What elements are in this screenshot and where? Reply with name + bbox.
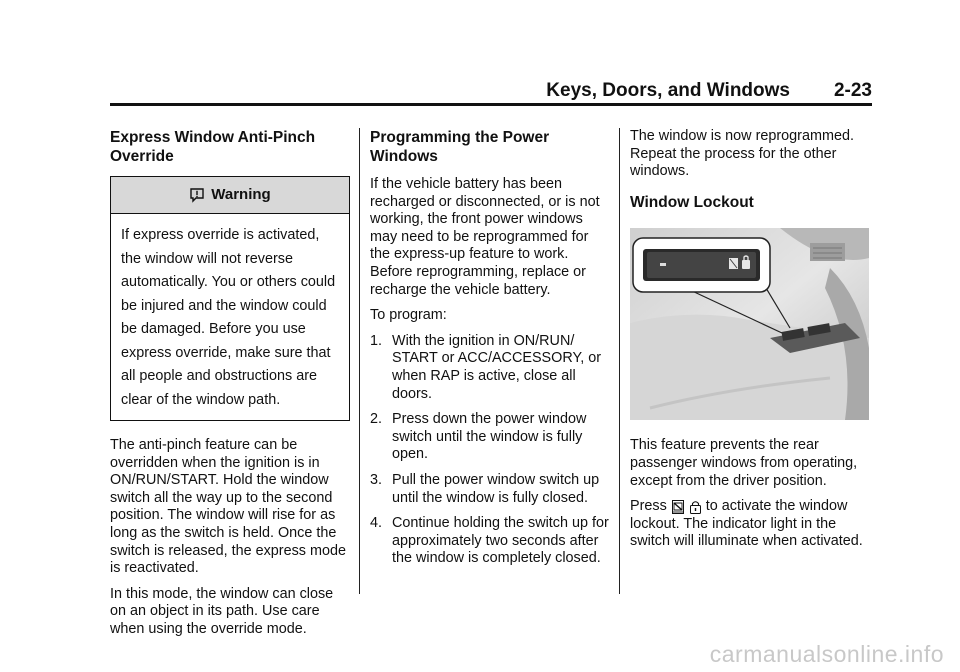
warning-title: Warning — [211, 186, 271, 204]
paragraph: The anti-pinch feature can be overridden when the ignition is in ON/RUN/START. Hold the window switch all the way up to the second position. The window will rise for as long as the switch is held. Once the switch is released, the express mode is reactivated. — [110, 437, 346, 577]
list-item: 3. Pull the power window switch up until the window is fully closed. — [370, 471, 600, 506]
column-divider — [619, 128, 620, 594]
window-lockout-switch-illustration — [630, 228, 869, 420]
column-2 — [370, 128, 610, 576]
paragraph: To program: — [370, 307, 447, 324]
lock-icon — [690, 500, 701, 514]
list-item: 4. Continue holding the switch up for approximately two seconds after the window is completely closed. — [370, 515, 609, 567]
paragraph-press-lockout — [630, 498, 872, 551]
press-prefix: Press — [630, 498, 667, 515]
warning-icon — [189, 187, 205, 203]
list-item: 2. Press down the power window switch until the window is fully open. — [370, 411, 587, 463]
header-rule — [110, 103, 872, 106]
warning-body: If express override is activated, the window will not reverse automatically. You or others could be injured and the window could be damaged. Before you use express override, make sure that all people and obstructions are clear of the window path. — [121, 227, 336, 408]
section-title: Keys, Doors, and Windows — [546, 80, 790, 101]
programming-steps — [370, 333, 610, 568]
heading-programming-power-windows: Programming the Power Windows — [370, 129, 550, 165]
warning-header — [111, 177, 349, 214]
column-3 — [630, 128, 872, 559]
press-suffix: to activate the window lockout. The indicator light in the switch will illuminate when activated. — [630, 498, 863, 550]
header-bar — [110, 80, 872, 104]
window-lockout-icon — [672, 500, 684, 514]
heading-anti-pinch-override: Express Window Anti-Pinch Override — [110, 129, 316, 165]
page-number: 2-23 — [833, 80, 872, 101]
paragraph: The window is now reprogrammed. Repeat the process for the other windows. — [630, 128, 854, 180]
warning-box — [110, 176, 350, 421]
paragraph: If the vehicle battery has been recharged or disconnected, or is not working, the front power windows may need to be reprogrammed for the express-up feature to work. Before reprogramming, replace or recharge the vehicle battery. — [370, 176, 600, 298]
column-1 — [110, 128, 350, 647]
watermark: carmanualsonline.info — [709, 641, 944, 667]
heading-window-lockout: Window Lockout — [630, 193, 754, 211]
paragraph: In this mode, the window can close on an object in its path. Use care when using the override mode. — [110, 585, 334, 637]
column-divider — [359, 128, 360, 594]
paragraph: This feature prevents the rear passenger windows from operating, except from the driver position. — [630, 437, 858, 489]
list-item: 1. With the ignition in ON/RUN/ START or ACC/ACCESSORY, or when RAP is active, close all doors. — [370, 332, 601, 402]
